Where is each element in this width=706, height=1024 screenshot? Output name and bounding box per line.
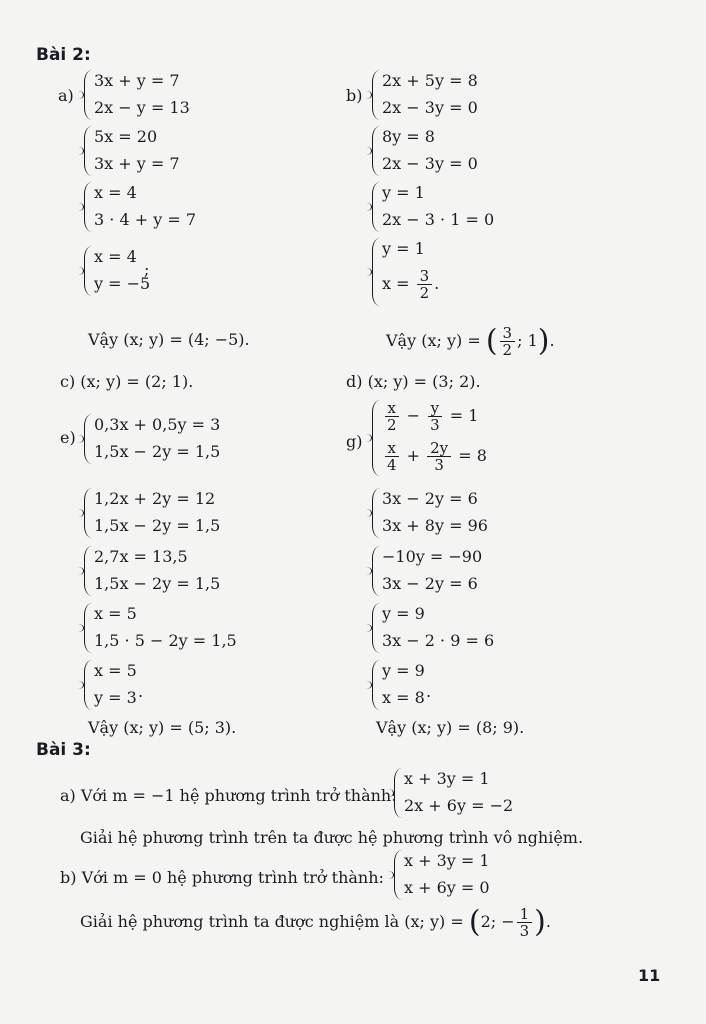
bai2-a-label: a)	[58, 86, 74, 105]
bai2-e-system-3: 2,7x = 13,5 1,5x − 2y = 1,5	[84, 544, 304, 600]
bai2-g-system-2: 3x − 2y = 6 3x + 8y = 96	[372, 486, 592, 542]
bai2-g-system-5: y = 9 x = 8 .	[372, 658, 592, 714]
bai2-b-answer: Vậy (x; y) = ( $\frac{3}{2}$ ; 1).	[386, 323, 555, 359]
bai2-a-system-3: x = 4 3 · 4 + y = 7	[84, 180, 284, 236]
bai3-b-conclusion: Giải hệ phương trình ta được nghiệm là (x; y) = (2; − $\frac{1}{3}$ ).	[80, 904, 551, 940]
bai3-b-system: x + 3y = 1 x + 6y = 0	[394, 848, 594, 904]
bai3-a-text: a) Với m = −1 hệ phương trình trở thành:	[60, 786, 397, 805]
bai2-heading: Bài 2:	[36, 45, 91, 65]
bai3-a-conclusion: Giải hệ phương trình trên ta được hệ phương trình vô nghiệm.	[80, 828, 584, 847]
page-number: 11	[638, 966, 661, 985]
bai2-g-system-4: y = 9 3x − 2 · 9 = 6	[372, 601, 592, 657]
bai2-b-system-2: 8y = 8 2x − 3y = 0	[372, 124, 592, 180]
bai2-d-answer: d) (x; y) = (3; 2).	[346, 372, 481, 391]
bai2-b-system-3: y = 1 2x − 3 · 1 = 0	[372, 180, 592, 236]
bai2-g-system-3: −10y = −90 3x − 2y = 6	[372, 544, 592, 600]
bai2-e-system-2: 1,2x + 2y = 12 1,5x − 2y = 1,5	[84, 486, 304, 542]
bai3-b-text: b) Với m = 0 hệ phương trình trở thành:	[60, 868, 384, 887]
bai3-a-system: x + 3y = 1 2x + 6y = −2	[394, 766, 594, 822]
fraction-three-halves: $\frac{3}{2}$	[417, 268, 433, 301]
bai2-b-system-1: 2x + 5y = 8 2x − 3y = 0	[372, 68, 592, 124]
bai2-g-answer: Vậy (x; y) = (8; 9).	[376, 718, 525, 737]
bai2-g-system-1: $\frac{x}{2}$ − $\frac{y}{3}$ = 1 $\frac{x}{4}$ + $\frac{2y}{3}$ = 8	[372, 398, 592, 478]
bai2-e-answer: Vậy (x; y) = (5; 3).	[88, 718, 237, 737]
bai2-a-system-2: 5x = 20 3x + y = 7	[84, 124, 284, 180]
bai2-b-label: b)	[346, 86, 363, 105]
bai2-b-system-4: y = 1 x = $\frac{3}{2}$ .	[372, 236, 592, 310]
bai2-c-answer: c) (x; y) = (2; 1).	[60, 372, 194, 391]
bai2-e-system-5: x = 5 y = 3 .	[84, 658, 304, 714]
bai2-a-system-4: x = 4 y = −5 ;	[84, 244, 284, 300]
bai3-heading: Bài 3:	[36, 740, 91, 760]
bai2-e-label: e)	[60, 428, 76, 447]
bai2-e-system-1: 0,3x + 0,5y = 3 1,5x − 2y = 1,5	[84, 412, 304, 468]
bai2-a-system-1: 3x + y = 7 2x − y = 13	[84, 68, 284, 124]
bai2-g-label: g)	[346, 432, 363, 451]
bai2-e-system-4: x = 5 1,5 · 5 − 2y = 1,5	[84, 601, 304, 657]
bai2-a-answer: Vậy (x; y) = (4; −5).	[88, 330, 250, 349]
